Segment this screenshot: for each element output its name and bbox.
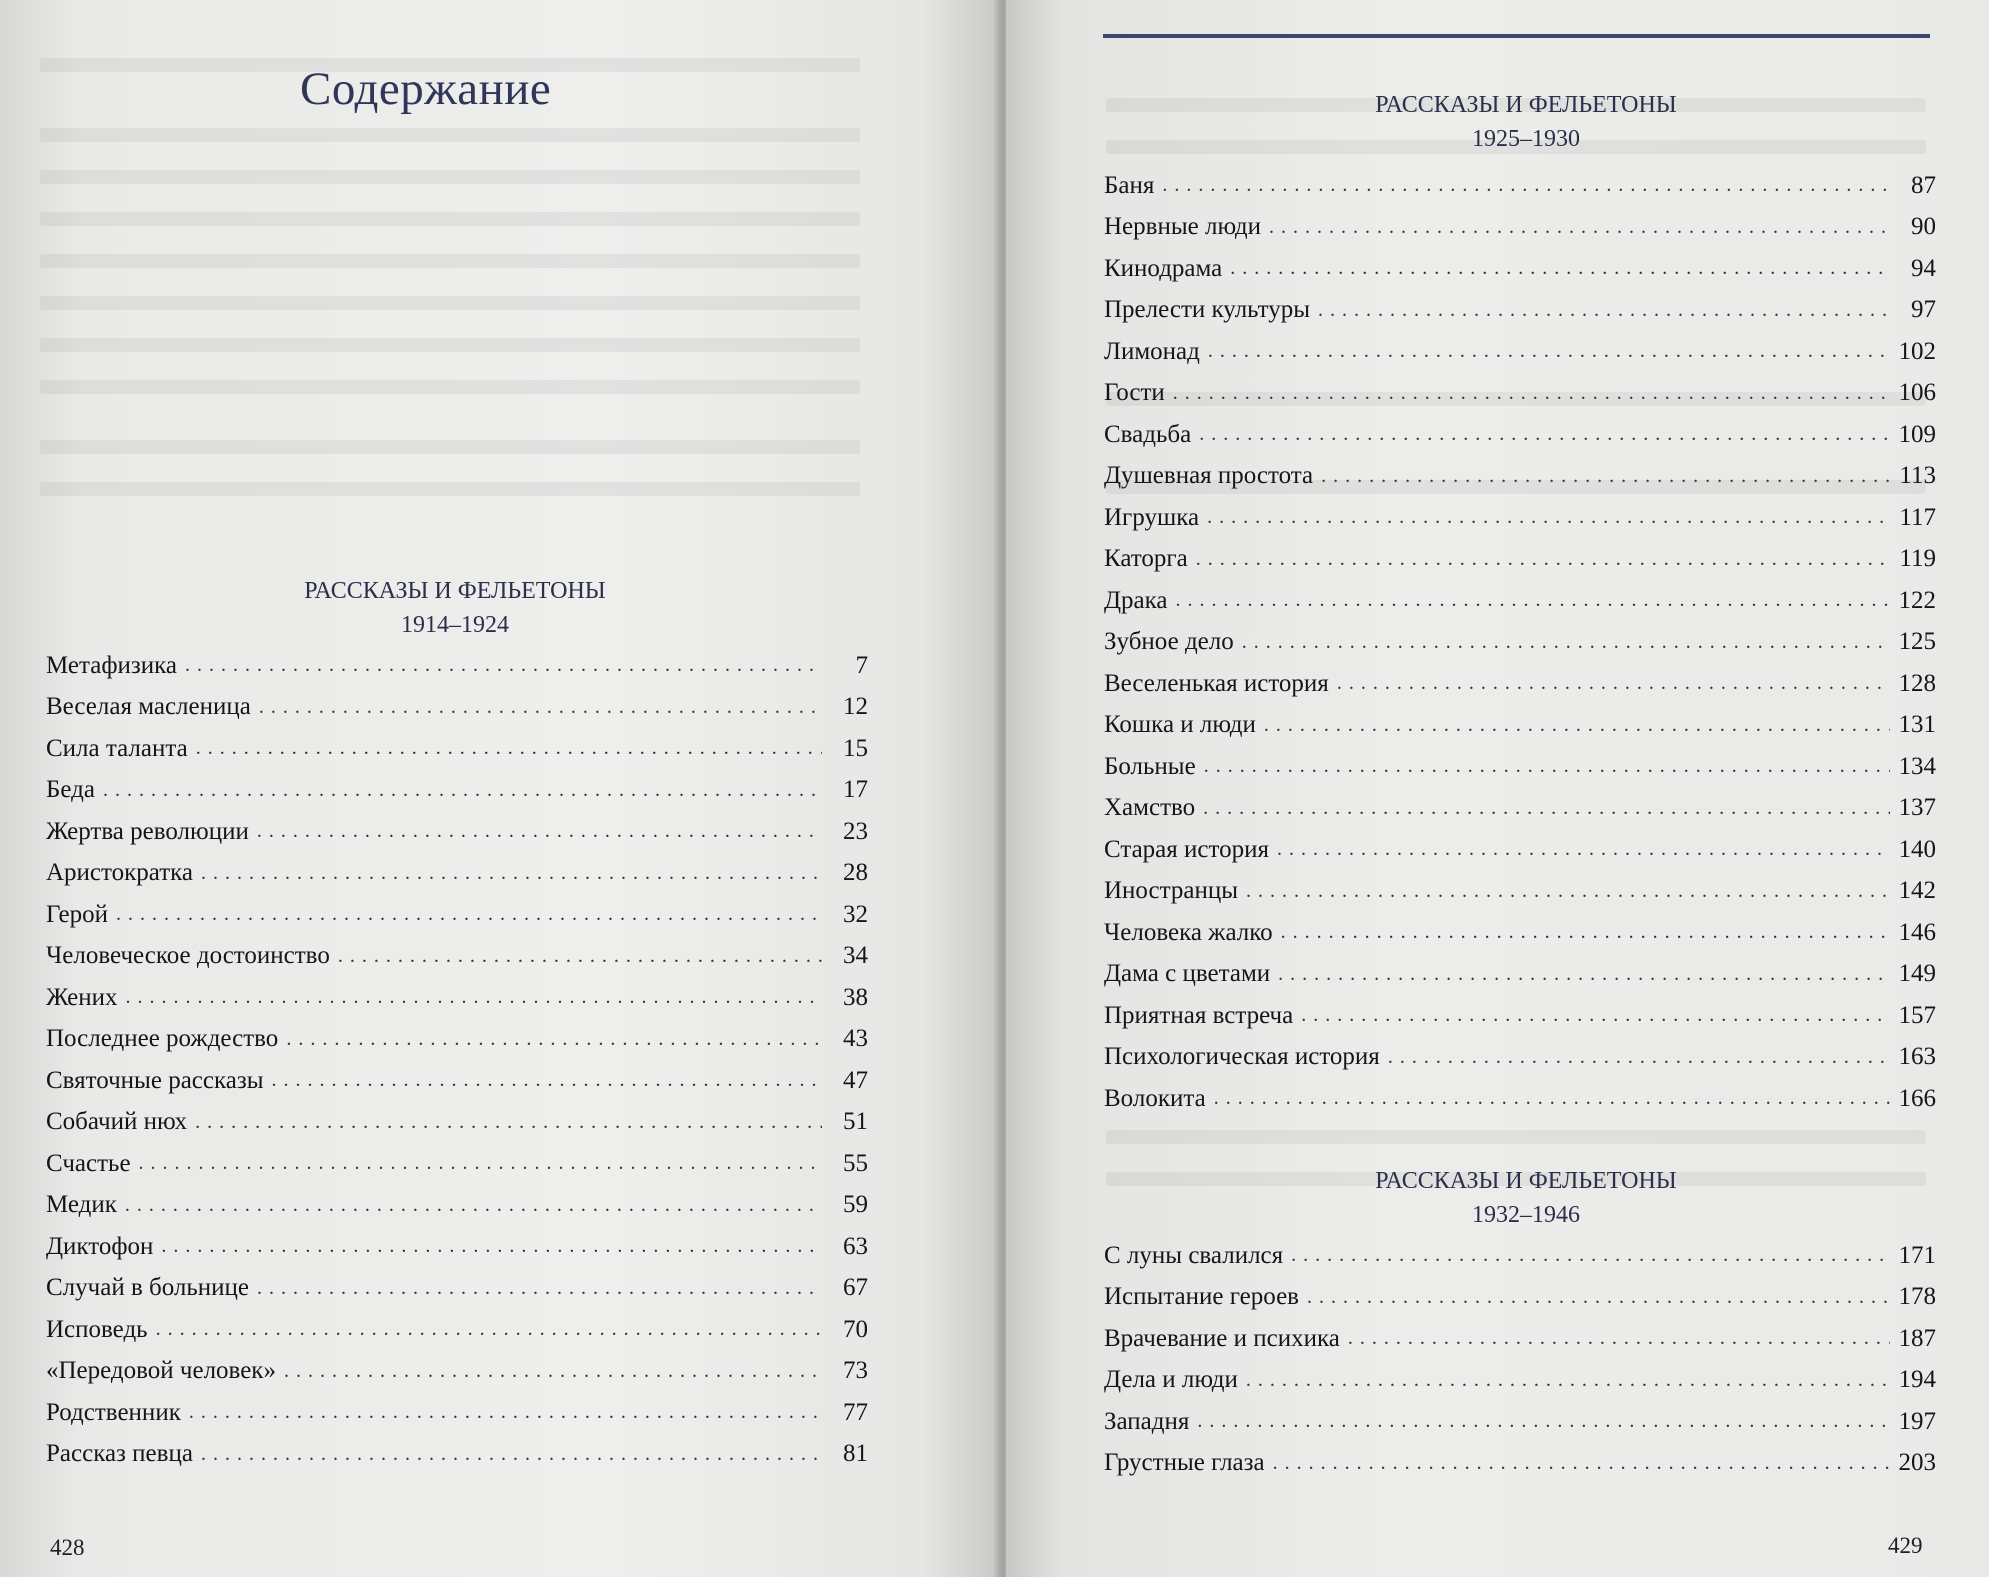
toc-entry-title: Свадьба (1104, 420, 1192, 448)
toc-entry (1104, 497, 1936, 539)
section-heading (1276, 1164, 1776, 1232)
dot-leader (272, 1069, 822, 1092)
toc-entry-page: 32 (843, 900, 868, 928)
toc-entry (1104, 746, 1936, 788)
toc-entry-page: 117 (1899, 503, 1936, 531)
page-number: 429 (1888, 1533, 1923, 1558)
dot-leader (1204, 755, 1890, 778)
dot-leader (189, 1401, 822, 1424)
toc-entry (46, 936, 868, 978)
toc-entry-page: 203 (1898, 1449, 1936, 1477)
toc-entry (1104, 622, 1936, 664)
toc-entry-title: Прелести культуры (1104, 296, 1311, 324)
dot-leader (1196, 548, 1890, 571)
toc-entry (1104, 954, 1936, 996)
toc-entry (1104, 331, 1936, 373)
toc-entry-title: Врачевание и психика (1104, 1324, 1340, 1352)
toc-entry (46, 1185, 868, 1227)
toc-entry-page: 73 (843, 1357, 868, 1385)
toc-entry-title: Собачий нюх (46, 1108, 188, 1136)
dot-leader (1264, 714, 1890, 737)
toc-entry-title: Беда (46, 776, 95, 804)
toc-entry-page: 87 (1911, 171, 1936, 199)
show-through-text (40, 338, 860, 352)
dot-leader (1321, 465, 1890, 488)
dot-leader (257, 820, 822, 843)
dot-leader (116, 903, 822, 926)
toc-entry (46, 1351, 868, 1393)
dot-leader (1162, 174, 1890, 197)
dot-leader (1197, 1410, 1890, 1433)
toc-entry (46, 1268, 868, 1310)
dot-leader (259, 696, 822, 719)
toc-entry (1104, 871, 1936, 913)
dot-leader (1388, 1046, 1890, 1069)
toc-entry-title: Драка (1104, 586, 1168, 614)
dot-leader (196, 737, 822, 760)
section-title: РАССКАЗЫ И ФЕЛЬЕТОНЫ (304, 578, 606, 604)
toc-entry-page: 67 (843, 1274, 868, 1302)
toc-entry-page: 142 (1898, 877, 1936, 905)
toc-entry-page: 140 (1898, 835, 1936, 863)
dot-leader (1246, 1369, 1890, 1392)
section-heading (230, 574, 680, 642)
toc-entry (1104, 705, 1936, 747)
show-through-text (40, 440, 860, 454)
dot-leader (257, 1277, 822, 1300)
toc-entry-page: 146 (1898, 918, 1936, 946)
toc-entry-title: Гости (1104, 379, 1165, 407)
toc-entry-page: 178 (1898, 1283, 1936, 1311)
toc-entry-title: Святочные рассказы (46, 1066, 264, 1094)
toc-entry-page: 122 (1898, 586, 1936, 614)
show-through-text (40, 380, 860, 394)
toc-entry-page: 63 (843, 1232, 868, 1260)
toc-entry-page: 70 (843, 1315, 868, 1343)
toc-entry (1104, 373, 1936, 415)
toc-entry-title: Лимонад (1104, 337, 1200, 365)
toc-entry-page: 81 (843, 1440, 868, 1468)
toc-entry-page: 23 (843, 817, 868, 845)
toc-entry-title: Душевная простота (1104, 462, 1314, 490)
toc-entry-title: Аристократка (46, 859, 194, 887)
toc-entry-title: Случай в больнице (46, 1274, 250, 1302)
section-years: 1932–1946 (1472, 1202, 1580, 1228)
toc-entry (1104, 1235, 1936, 1277)
toc-entry (46, 687, 868, 729)
section-title: РАССКАЗЫ И ФЕЛЬЕТОНЫ (1375, 1168, 1677, 1194)
toc-entry-page: 77 (843, 1398, 868, 1426)
toc-entry-page: 94 (1911, 254, 1936, 282)
top-rule (1103, 34, 1930, 38)
toc-entry-title: Герой (46, 900, 109, 928)
toc-entry-title: Медик (46, 1191, 117, 1219)
toc-entry (46, 645, 868, 687)
toc-entry-page: 125 (1898, 628, 1936, 656)
toc-entry (1104, 663, 1936, 705)
dot-leader (1199, 423, 1890, 446)
toc-entry-page: 59 (843, 1191, 868, 1219)
toc-entry (1104, 165, 1936, 207)
toc-entry-page: 55 (843, 1149, 868, 1177)
toc-entry-title: С луны свалился (1104, 1241, 1284, 1269)
toc-entry-title: Кинодрама (1104, 254, 1223, 282)
toc-entry (1104, 1078, 1936, 1120)
section-years: 1914–1924 (401, 612, 509, 638)
toc-entry-title: Нервные люди (1104, 213, 1261, 241)
show-through-text (40, 212, 860, 226)
dot-leader (103, 779, 822, 802)
dot-leader (1214, 1087, 1890, 1110)
dot-leader (1246, 880, 1890, 903)
toc-entry-page: 7 (855, 651, 868, 679)
section-title: РАССКАЗЫ И ФЕЛЬЕТОНЫ (1375, 92, 1677, 118)
toc-entry-page: 109 (1898, 420, 1936, 448)
toc-entry-title: Психологическая история (1104, 1043, 1380, 1071)
dot-leader (1337, 672, 1890, 695)
show-through-text (40, 254, 860, 268)
toc-entry (1104, 1360, 1936, 1402)
toc-entry (46, 1143, 868, 1185)
toc-entry-page: 43 (843, 1025, 868, 1053)
dot-leader (1269, 216, 1890, 239)
toc-list-right-1 (1104, 165, 1936, 1120)
dot-leader (338, 945, 822, 968)
dot-leader (1173, 382, 1890, 405)
toc-entry-title: Рассказ певца (46, 1440, 193, 1468)
dot-leader (125, 1194, 822, 1217)
dot-leader (1273, 1452, 1890, 1475)
show-through-text (40, 482, 860, 496)
toc-entry (1104, 580, 1936, 622)
toc-entry-title: Жертва революции (46, 817, 249, 845)
toc-entry-page: 128 (1898, 669, 1936, 697)
dot-leader (139, 1152, 822, 1175)
toc-entry-page: 34 (843, 942, 868, 970)
toc-list-right-2 (1104, 1235, 1936, 1484)
toc-entry (46, 853, 868, 895)
toc-entry-page: 166 (1898, 1084, 1936, 1112)
dot-leader (156, 1318, 822, 1341)
toc-entry-title: Волокита (1104, 1084, 1206, 1112)
toc-entry (1104, 1277, 1936, 1319)
toc-entry-title: Зубное дело (1104, 628, 1234, 656)
toc-entry-page: 47 (843, 1066, 868, 1094)
section-years: 1925–1930 (1472, 126, 1580, 152)
toc-entry-page: 90 (1911, 213, 1936, 241)
toc-list-left (46, 645, 868, 1475)
toc-entry-page: 28 (843, 859, 868, 887)
contents-heading: Содержание (300, 63, 552, 115)
toc-entry-title: Веселенькая история (1104, 669, 1329, 697)
toc-entry-title: Счастье (46, 1149, 131, 1177)
toc-entry (46, 1434, 868, 1476)
toc-entry-title: Иностранцы (1104, 877, 1239, 905)
toc-entry (46, 1309, 868, 1351)
toc-entry (46, 728, 868, 770)
toc-entry-page: 157 (1898, 1001, 1936, 1029)
toc-entry (1104, 1401, 1936, 1443)
toc-entry (1104, 1318, 1936, 1360)
dot-leader (195, 1111, 822, 1134)
toc-entry (1104, 414, 1936, 456)
toc-entry-title: Старая история (1104, 835, 1269, 863)
toc-entry (1104, 912, 1936, 954)
toc-entry-page: 137 (1898, 794, 1936, 822)
toc-entry-title: Хамство (1104, 794, 1196, 822)
dot-leader (1348, 1327, 1890, 1350)
toc-entry-page: 134 (1898, 752, 1936, 780)
toc-entry (1104, 290, 1936, 332)
dot-leader (1176, 589, 1890, 612)
dot-leader (1281, 921, 1890, 944)
dot-leader (1207, 506, 1890, 529)
dot-leader (1230, 257, 1890, 280)
toc-entry (46, 1102, 868, 1144)
toc-entry (46, 977, 868, 1019)
toc-entry-title: Баня (1104, 171, 1155, 199)
dot-leader (1208, 340, 1890, 363)
toc-entry-page: 171 (1898, 1241, 1936, 1269)
dot-leader (286, 1028, 822, 1051)
toc-entry (1104, 207, 1936, 249)
toc-entry-title: Игрушка (1104, 503, 1200, 531)
toc-entry-page: 51 (843, 1108, 868, 1136)
toc-entry-title: Родственник (46, 1398, 181, 1426)
toc-entry (46, 1060, 868, 1102)
toc-entry (46, 1019, 868, 1061)
page-number: 428 (50, 1535, 85, 1560)
toc-entry-title: Метафизика (46, 651, 178, 679)
toc-entry-title: Западня (1104, 1407, 1190, 1435)
toc-entry (1104, 995, 1936, 1037)
toc-entry-title: Человеческое достоинство (46, 942, 330, 970)
toc-entry (1104, 1443, 1936, 1485)
dot-leader (1291, 1244, 1890, 1267)
toc-entry-title: Дама с цветами (1104, 960, 1271, 988)
dot-leader (1278, 963, 1890, 986)
toc-entry-title: Кошка и люди (1104, 711, 1256, 739)
toc-entry (1104, 248, 1936, 290)
toc-entry-page: 17 (843, 776, 868, 804)
toc-entry-title: Последнее рождество (46, 1025, 279, 1053)
toc-entry-title: Диктофон (46, 1232, 154, 1260)
show-through-text (40, 296, 860, 310)
dot-leader (1301, 1004, 1890, 1027)
toc-entry (46, 1226, 868, 1268)
toc-entry-title: Грустные глаза (1104, 1449, 1265, 1477)
toc-entry-page: 163 (1898, 1043, 1936, 1071)
toc-entry-page: 102 (1898, 337, 1936, 365)
toc-entry-title: Жених (46, 983, 118, 1011)
dot-leader (1277, 838, 1890, 861)
dot-leader (161, 1235, 822, 1258)
toc-entry (1104, 788, 1936, 830)
dot-leader (1318, 299, 1890, 322)
dot-leader (125, 986, 822, 1009)
toc-entry-page: 149 (1898, 960, 1936, 988)
toc-entry-title: Сила таланта (46, 734, 188, 762)
toc-entry (1104, 829, 1936, 871)
toc-entry-title: Каторга (1104, 545, 1188, 573)
toc-entry-title: «Передовой человек» (46, 1357, 276, 1385)
toc-entry-page: 187 (1898, 1324, 1936, 1352)
toc-entry-page: 113 (1899, 462, 1936, 490)
toc-entry (46, 811, 868, 853)
toc-entry-title: Исповедь (46, 1315, 148, 1343)
toc-entry (46, 1392, 868, 1434)
toc-entry-title: Испытание героев (1104, 1283, 1299, 1311)
toc-entry (1104, 1037, 1936, 1079)
toc-entry-page: 131 (1898, 711, 1936, 739)
dot-leader (1242, 631, 1890, 654)
dot-leader (284, 1360, 822, 1383)
toc-entry-page: 12 (843, 693, 868, 721)
dot-leader (1203, 797, 1890, 820)
dot-leader (1307, 1286, 1890, 1309)
toc-entry-page: 97 (1911, 296, 1936, 324)
toc-entry-page: 194 (1898, 1366, 1936, 1394)
toc-entry-page: 106 (1898, 379, 1936, 407)
toc-entry-title: Веселая масленица (46, 693, 251, 721)
toc-entry-page: 38 (843, 983, 868, 1011)
toc-entry-page: 15 (843, 734, 868, 762)
toc-entry-page: 197 (1898, 1407, 1936, 1435)
show-through-text (40, 128, 860, 142)
show-through-text (1106, 1130, 1926, 1144)
toc-entry-title: Человека жалко (1104, 918, 1273, 946)
toc-entry-title: Приятная встреча (1104, 1001, 1294, 1029)
dot-leader (201, 1443, 822, 1466)
toc-entry-page: 119 (1899, 545, 1936, 573)
dot-leader (201, 862, 822, 885)
section-heading (1276, 88, 1776, 156)
show-through-text (40, 170, 860, 184)
toc-entry (46, 770, 868, 812)
toc-entry-title: Дела и люди (1104, 1366, 1238, 1394)
toc-entry (1104, 456, 1936, 498)
toc-entry-title: Больные (1104, 752, 1196, 780)
dot-leader (185, 654, 822, 677)
toc-entry (46, 894, 868, 936)
toc-entry (1104, 539, 1936, 581)
right-page (1006, 0, 1989, 1577)
